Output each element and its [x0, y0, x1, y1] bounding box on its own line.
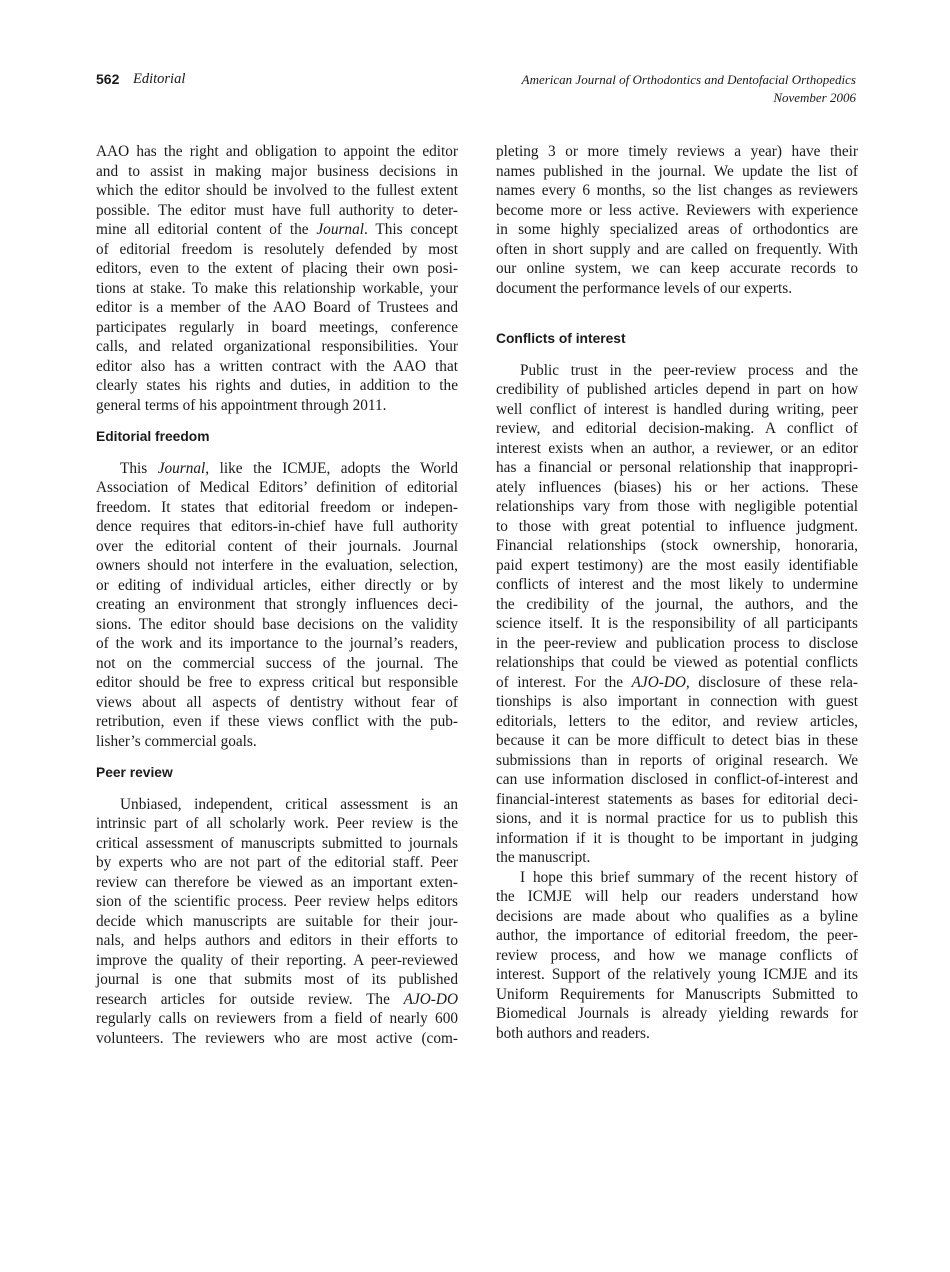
text-line: possible. The editor must have full authority to deter- — [96, 201, 458, 219]
text-line: paid expert testimony) are the most easily identifiable — [496, 556, 858, 574]
spacer — [96, 415, 458, 427]
text-segment: research articles for outside review. The — [96, 990, 404, 1008]
issue-date: November 2006 — [773, 90, 856, 105]
text-line: interest exists when an author, a reviewer, or an editor — [496, 439, 858, 457]
text-line: retribution, even if these views conflict with the pub- — [96, 713, 458, 730]
text-line: which the editor should be involved to the fullest extent — [96, 182, 458, 199]
text-segment: disclosure of these rela- — [689, 673, 859, 691]
text-line: editor should be free to express critical but responsible — [96, 674, 458, 691]
text-line: relationships vary from those with negligible potential — [496, 498, 858, 515]
page-number: 562 — [96, 71, 120, 87]
text-line: review process, and how we manage conflicts of — [496, 946, 858, 964]
text-line: improve the quality of their reporting. A peer-reviewed — [96, 951, 458, 969]
text-line: in some highly specialized areas of orthodontics are — [496, 221, 858, 238]
text-line: has a financial or personal relationship that inappropri- — [496, 459, 858, 476]
text-segment: mine all editorial content of the — [96, 221, 317, 238]
heading-conflicts-of-interest: Conflicts of interest — [496, 331, 626, 346]
text-line: submissions than in reports of original research. We — [496, 751, 858, 769]
text-line: of editorial freedom is resolutely defended by most — [96, 240, 458, 258]
text-line: owners should not interfere in the evaluation, selection, — [96, 557, 458, 574]
spacer — [496, 298, 858, 329]
text-line: I hope this brief summary of the recent history of — [520, 868, 858, 886]
peer-review-paragraph — [96, 795, 458, 1049]
text-line: Biomedical Journals is already yielding rewards for — [496, 1005, 858, 1022]
text-line: of the work and its importance to the journal’s readers, — [96, 635, 458, 652]
text-line: general terms of his appointment through 2011. — [96, 396, 387, 414]
text-line: editors, even to the extent of placing their own posi- — [96, 260, 458, 277]
text-line: credibility of published articles depend in part on how — [496, 381, 858, 398]
text-line: become more or less active. Reviewers with experience — [496, 201, 858, 219]
text-line: decisions are made about who qualifies as a byline — [496, 907, 858, 925]
text-line: names every 6 months, so the list changes as reviewers — [496, 182, 858, 199]
text-line: editorials, letters to the editor, and review articles, — [496, 712, 858, 730]
text-line: conflicts of interest and the most likely to undermine — [496, 576, 858, 593]
text-segment: . This concept — [363, 221, 458, 238]
text-line: sion of the scientific process. Peer review helps editors — [96, 893, 458, 910]
journal-title: American Journal of Orthodontics and Dentofacial Orthopedics — [521, 72, 856, 87]
text-line: freedom. It states that editorial freedom or indepen- — [96, 498, 458, 516]
text-line: tions at stake. To make this relationship workable, your — [96, 279, 458, 297]
text-line — [96, 220, 458, 240]
text-line: names published in the journal. We update the list of — [496, 162, 858, 180]
text-line: ately influences (biases) his or her actions. These — [496, 478, 858, 496]
text-line: our online system, we can keep accurate records to — [496, 260, 858, 277]
text-line — [96, 990, 458, 1010]
text-line: Financial relationships (stock ownership, honoraria, — [496, 537, 858, 554]
conflicts-paragraph — [496, 361, 858, 868]
text-line: because it can be more difficult to detect bias in these — [496, 732, 858, 749]
text-line: Uniform Requirements for Manuscripts Submitted to — [496, 985, 858, 1003]
text-line: over the editorial content of their journals. Journal — [96, 537, 458, 555]
text-segment: of interest. For the — [496, 673, 632, 691]
text-line: review can therefore be viewed as an important exten- — [96, 873, 458, 891]
text-line: information if it is thought to be important in judging — [496, 829, 858, 847]
text-line: in the peer-review and publication process to disclose — [496, 634, 858, 652]
text-line: both authors and readers. — [496, 1024, 650, 1042]
text-line: intrinsic part of all scholarly work. Peer review is the — [96, 815, 458, 832]
text-line: review, and editorial decision-making. A conflict of — [496, 420, 858, 437]
text-line: often in short supply and are called on frequently. With — [496, 240, 858, 258]
text-line: Unbiased, independent, critical assessment is an — [120, 795, 458, 813]
text-line: clearly states his rights and duties, in addition to the — [96, 377, 458, 394]
text-line: views about all aspects of dentistry without fear of — [96, 693, 458, 711]
text-line: document the performance levels of our experts. — [496, 279, 793, 297]
journal-info — [522, 71, 856, 107]
text-line — [496, 673, 858, 693]
text-line: well conflict of interest is handled during writing, peer — [496, 400, 858, 418]
section-label: Editorial — [133, 71, 186, 87]
text-line: interest. Support of the relatively young ICMJE and its — [496, 966, 858, 983]
peer-review-continued-paragraph — [496, 142, 858, 298]
spacer — [496, 349, 858, 361]
text-line: editor is a member of the AAO Board of Trustees and — [96, 299, 458, 316]
text-line: creating an environment that strongly influences deci- — [96, 596, 458, 613]
text-segment: This — [120, 459, 158, 477]
text-line — [96, 459, 458, 479]
text-line: Public trust in the peer-review process and the — [520, 361, 858, 379]
text-line: pleting 3 or more timely reviews a year) have their — [496, 143, 858, 160]
text-line: and to assist in making major business decisions in — [96, 162, 458, 180]
spacer — [96, 447, 458, 459]
journal-italic: Journal — [316, 221, 364, 238]
spacer — [96, 751, 458, 763]
heading-editorial-freedom: Editorial freedom — [96, 429, 210, 444]
text-line: sions. The editor should base decisions on the validity — [96, 615, 458, 633]
text-line: editor also has a written contract with the AAO that — [96, 357, 458, 375]
text-line: by experts who are not part of the editorial staff. Peer — [96, 854, 458, 871]
intro-paragraph — [96, 142, 458, 415]
text-line: regularly calls on reviewers from a field of nearly 600 — [96, 1010, 458, 1027]
text-segment: , like the ICMJE, adopts the World — [205, 459, 458, 477]
text-line: dence requires that editors-in-chief have full authority — [96, 518, 458, 535]
text-line: can use information disclosed in conflict-of-interest and — [496, 771, 858, 788]
right-column — [496, 142, 858, 1043]
text-line: relationships that could be viewed as potential conflicts — [496, 654, 858, 671]
heading-peer-review: Peer review — [96, 765, 173, 780]
closing-paragraph — [496, 868, 858, 1044]
text-line: Association of Medical Editors’ definition of editorial — [96, 479, 458, 496]
editorial-freedom-paragraph — [96, 459, 458, 752]
text-line: author, the importance of editorial freedom, the peer- — [496, 927, 858, 944]
left-column — [96, 142, 458, 1048]
text-line: volunteers. The reviewers who are most active (com- — [96, 1029, 458, 1047]
text-line: or editing of individual articles, either directly or by — [96, 576, 458, 594]
text-line: decide which manuscripts are suitable for their jour- — [96, 912, 458, 930]
text-line: to those with great potential to influence judgment. — [496, 517, 858, 535]
text-line: calls, and related organizational responsibilities. Your — [96, 338, 458, 355]
text-line: lisher’s commercial goals. — [96, 732, 257, 750]
text-line: tionships is also important in connection with guest — [496, 693, 858, 710]
journal-italic: Journal — [157, 459, 206, 477]
text-line: nals, and helps authors and editors in their efforts to — [96, 932, 458, 949]
text-line: the ICMJE will help our readers understand how — [496, 888, 858, 905]
text-line: journal is one that submits most of its published — [96, 971, 458, 988]
text-line: critical assessment of manuscripts submitted to journals — [96, 834, 458, 852]
text-line: AAO has the right and obligation to appoint the editor — [96, 143, 458, 160]
text-line: participates regularly in board meetings, conference — [96, 318, 458, 336]
ajo-do-italic: AJO-DO — [403, 990, 458, 1008]
text-line: science itself. It is the responsibility of all participants — [496, 615, 858, 632]
spacer — [96, 783, 458, 795]
text-line: the manuscript. — [496, 849, 591, 866]
ajo-do-italic: AJO-DO, — [631, 673, 690, 691]
text-line: sions, and it is normal practice for us to publish this — [496, 810, 858, 827]
text-line: not on the commercial success of the journal. The — [96, 654, 458, 672]
page-header — [0, 0, 950, 110]
text-line: financial-interest statements as bases for editorial deci- — [496, 790, 858, 808]
text-line: the credibility of the journal, the authors, and the — [496, 595, 858, 613]
